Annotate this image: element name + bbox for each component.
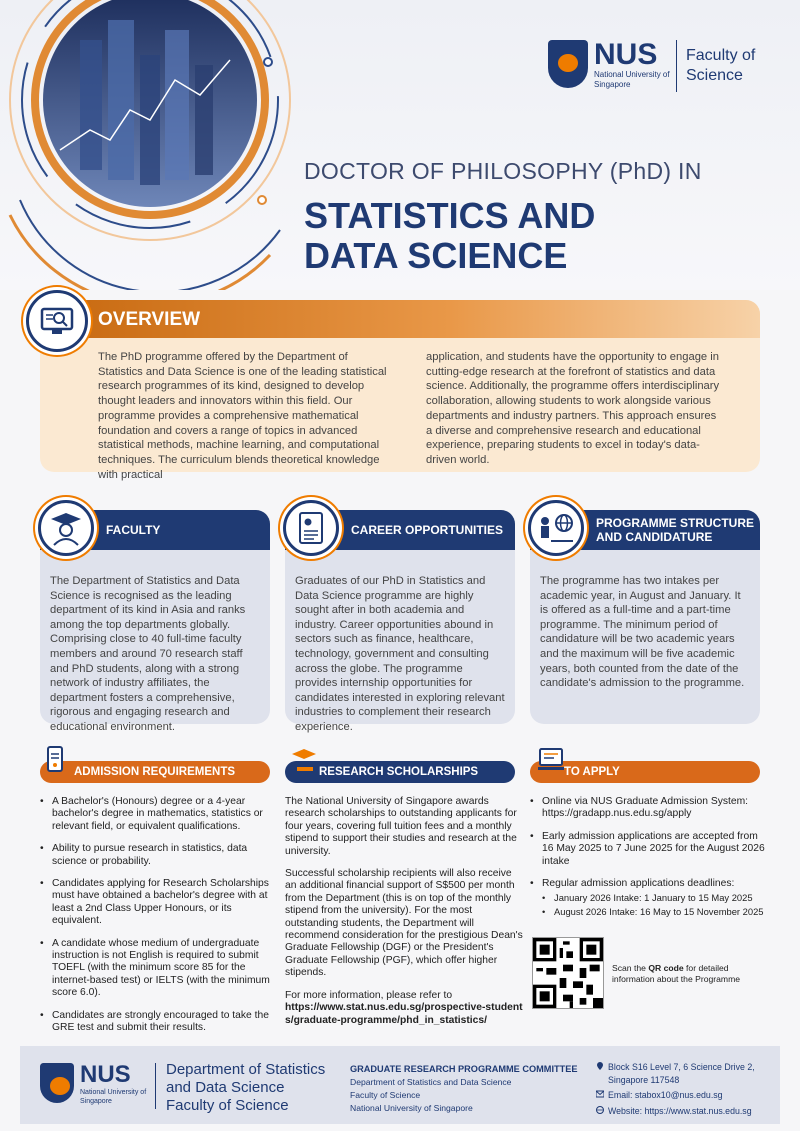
- qr-caption: [612, 963, 762, 985]
- apply-item: [530, 878, 770, 918]
- logo-divider: [676, 40, 677, 92]
- phone-checklist-icon: [42, 745, 72, 775]
- admission-item: • A candidate whose medium of undergraduate instruction is not English is required to submit TOEFL (with the minimum score 85 for the internet-based test) or IELTS (with the minimum score 6.0).: [40, 938, 270, 1000]
- admission-item: • A Bachelor's (Honours) degree or a 4-year bachelor's degree in mathematics, statistics or relevant field, or equivalent qualifications.: [40, 796, 270, 833]
- footer-contact: [596, 1061, 766, 1117]
- contact-email[interactable]: Email: stabox10@nus.edu.sg: [608, 1090, 723, 1100]
- monitor-search-icon: [26, 290, 88, 352]
- apply-item: • Early admission applications are accepted from 16 May 2025 to 7 June 2025 for the August 2026 intake: [530, 831, 770, 868]
- contact-address-row: [596, 1061, 766, 1086]
- apply-item-deadlines: Regular admission applications deadlines:: [542, 878, 735, 890]
- footer-committee: [350, 1063, 577, 1115]
- admission-list: [40, 796, 270, 1045]
- programme-card-header: PROGRAMME STRUCTURE AND CANDIDATURE: [530, 510, 760, 550]
- laptop-form-icon: [536, 745, 566, 775]
- deadline-sublist: [542, 892, 770, 918]
- nus-faculty-logo: [548, 40, 788, 100]
- contact-address: Block S16 Level 7, 6 Science Drive 2, Singapore 117548: [608, 1062, 755, 1085]
- qr-code[interactable]: [532, 937, 604, 1009]
- career-card-text: Graduates of our PhD in Statistics and Data Science programme are highly sought after in both academia and industry. Career opportunities abound in sectors such as finance, healthcare, technology, government and consulting across the globe. The programme provides internship opportunities for candidates interested in exploring relevant industries to complement their research experience.: [295, 575, 505, 733]
- apply-list: [530, 796, 770, 919]
- footer-nus-logo: [40, 1063, 160, 1109]
- scholarships-para1: The National University of Singapore awards research scholarships to outstanding applicants for four years, covering full tuition fees and a monthly stipend to support their studies and research at the university.: [285, 796, 517, 857]
- deadline-item: • August 2026 Intake: 16 May to 15 November 2025: [542, 906, 770, 918]
- apply-pill: TO APPLY: [530, 761, 760, 783]
- admission-item: • Ability to pursue research in statistics, data science or probability.: [40, 843, 270, 868]
- globe-icon: [596, 1106, 604, 1114]
- hero-skyline-illustration: [0, 0, 300, 290]
- graduate-icon: [38, 500, 94, 556]
- footer-dept-line3: Faculty of Science: [166, 1097, 289, 1114]
- committee-title: GRADUATE RESEARCH PROGRAMME COMMITTEE: [350, 1064, 578, 1074]
- location-pin-icon: [596, 1062, 604, 1070]
- nus-wordmark: NUS: [594, 38, 658, 71]
- career-card-header: CAREER OPPORTUNITIES: [285, 510, 515, 550]
- faculty-card-text: The Department of Statistics and Data Science is recognised as the leading department of its kind in Asia and ranks among the top departments globally. Comprising close to 40 full-time faculty members and around 70 research staff and PhD students, along with a strong network of industry affiliates, the department fosters a comprehensive, rigorous and engaging research and educational environment.: [50, 575, 246, 733]
- faculty-name: Faculty of Science: [686, 47, 756, 84]
- email-icon: [596, 1090, 604, 1098]
- footer-dept-line2: and Data Science: [166, 1079, 285, 1096]
- deadline-item: • January 2026 Intake: 1 January to 15 May 2025: [542, 892, 770, 904]
- nus-crest-icon: [548, 40, 588, 88]
- overview-text-col1: The PhD programme offered by the Department of Statistics and Data Science is one of the leading statistical research programmes of its kind, designed to develop thought leaders and innovators within this field. Our programme provides a comprehensive mathematical foundation and covers a range of topics in advanced statistical methods, machine learning, and computational techniques. The curriculum blends theoretical knowledge with practical: [98, 351, 387, 481]
- scholarships-para3: For more information, please refer to: [285, 989, 453, 1001]
- admission-item: • Candidates are strongly encouraged to take the GRE test and submit their results.: [40, 1010, 270, 1035]
- qr-caption-pre: Scan the: [612, 963, 646, 973]
- footer-nus-fullname: National University of Singapore: [80, 1089, 147, 1105]
- faculty-card-header: FACULTY: [40, 510, 270, 550]
- overview-title: OVERVIEW: [98, 309, 201, 330]
- committee-line2: Faculty of Science: [350, 1090, 421, 1100]
- scholarships-para2: Successful scholarship recipients will also receive an additional financial support of S$500 per month from the Department (this is on top of the monthly stipend from the university). For the most outstanding students, the Department will recommend consideration for the prestigious Dean's Graduate Fellowship (DGF) or the President's Graduate Fellowship (PGF), which offer higher stipends.: [285, 868, 523, 979]
- admission-item: • Candidates applying for Research Scholarships must have obtained a bachelor's degree with at least a 2nd Class Upper Honours, or its equivalent.: [40, 878, 270, 928]
- scholarships-text: [285, 796, 525, 1027]
- nus-fullname: National University of Singapore: [594, 70, 670, 89]
- structure-globe-icon: [528, 500, 584, 556]
- doc-title-line1: STATISTICS AND: [304, 195, 596, 236]
- programme-card-text: The programme has two intakes per academic year, in August and January. It is offered as a full-time and a part-time programme. The minimum period of candidature will be two academic years and the maximum will be five academic years, both counted from the date of the candidate's admission to the programme.: [540, 575, 745, 690]
- contact-website-row[interactable]: [596, 1105, 766, 1118]
- doc-subtitle: DOCTOR OF PHILOSOPHY (PhD) IN: [304, 158, 702, 184]
- scholarships-link[interactable]: https://www.stat.nus.edu.sg/prospective-students/graduate-programme/phd_in_statistics/: [285, 1002, 523, 1026]
- committee-line1: Department of Statistics and Data Science: [350, 1077, 512, 1087]
- doc-title-line2: DATA SCIENCE: [304, 235, 568, 276]
- contact-website[interactable]: Website: https://www.stat.nus.edu.sg: [608, 1105, 752, 1116]
- footer-department: [166, 1061, 325, 1115]
- qr-caption-post: for detailed information about the Programme: [612, 963, 741, 984]
- apply-item: • Online via NUS Graduate Admission System: https://gradapp.nus.edu.sg/apply: [530, 796, 770, 821]
- overview-text-col2: application, and students have the opportunity to engage in cutting-edge research at the forefront of statistics and data science. Additionally, the programme offers interdisciplinary collaboration, allowing students to work alongside various departments and industry partners. This approach ensures a diverse and comprehensive research and educational experience, preparing students to excel in today's data-driven world.: [426, 351, 720, 466]
- contact-email-row[interactable]: [596, 1089, 766, 1102]
- footer-nus-wordmark: NUS: [80, 1061, 131, 1088]
- footer-nus-crest-icon: [40, 1063, 74, 1103]
- footer-dept-line1: Department of Statistics: [166, 1061, 326, 1078]
- resume-icon: [283, 500, 339, 556]
- scholarships-pill: RESEARCH SCHOLARSHIPS: [285, 761, 515, 783]
- qr-caption-bold: QR code: [648, 963, 684, 973]
- doc-title: [304, 196, 744, 276]
- footer-logo-divider: [155, 1063, 156, 1109]
- graduation-books-icon: [289, 745, 319, 775]
- admission-pill: ADMISSION REQUIREMENTS: [40, 761, 270, 783]
- committee-line3: National University of Singapore: [350, 1103, 473, 1113]
